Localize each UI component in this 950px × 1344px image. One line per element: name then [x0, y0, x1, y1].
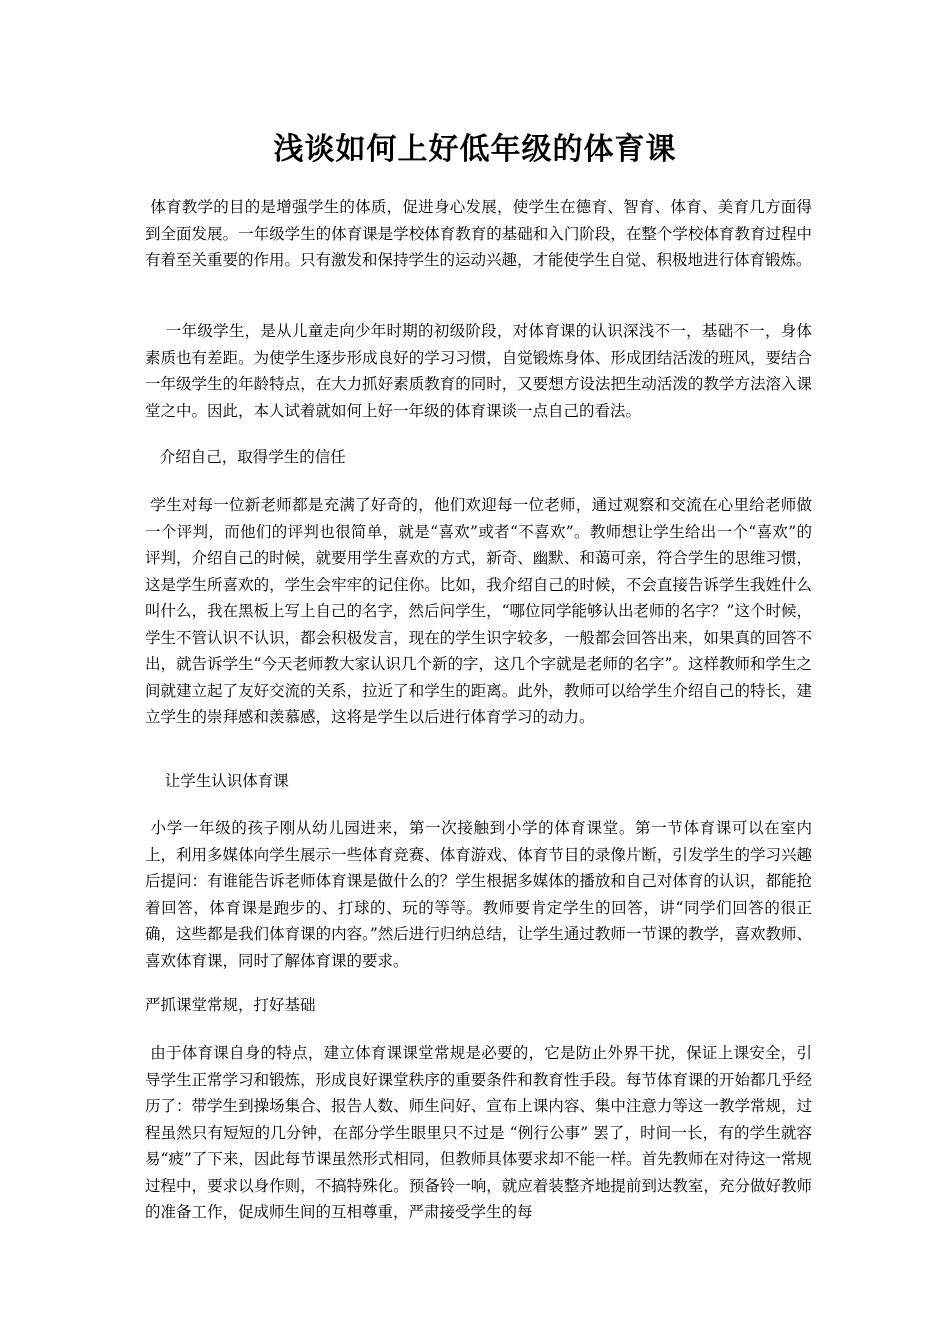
- section-heading-introduce-self: 介绍自己，取得学生的信任: [145, 448, 346, 466]
- section-heading-know-pe-class: 让学生认识体育课: [145, 772, 289, 790]
- paragraph-know-pe-class: 小学一年级的孩子刚从幼儿园进来，第一次接触到小学的体育课堂。第一节体育课可以在室内上，利用多媒体向学生展示一些体育竞赛、体育游戏、体育节目的录像片断，引发学生的学习兴趣后提问：有谁能告诉老师体育课是做什么的？学生根据多媒体的播放和自己对体育的认识，都能抢着回答，体育课是跑步的、打球的、玩的等等。教师要肯定学生的回答，讲“同学们回答的很正确，这些都是我们体育课的内容。”然后进行归纳总结，让学生通过教师一节课的教学，喜欢教师、喜欢体育课，同时了解体育课的要求。: [145, 819, 812, 970]
- paragraph-introduce-self: 学生对每一位新老师都是充满了好奇的，他们欢迎每一位老师，通过观察和交流在心里给老师做一个评判，而他们的评判也很简单，就是“喜欢”或者“不喜欢”。教师想让学生给出一个“喜欢”的评判，介绍自己的时候，就要用学生喜欢的方式，新奇、幽默、和蔼可亲，符合学生的思维习惯，这是学生所喜欢的，学生会牢牢的记住你。比如，我介绍自己的时候，不会直接告诉学生我姓什么叫什么，我在黑板上写上自己的名字，然后问学生，“哪位同学能够认出老师的名字？”这个时候，学生不管认识不认识，都会积极发言，现在的学生识字较多，一般都会回答出来，如果真的回答不出，就告诉学生“今天老师教大家认识几个新的字，这几个字就是老师的名字”。这样教师和学生之间就建立起了友好交流的关系，拉近了和学生的距离。此外，教师可以给学生介绍自己的特长，建立学生的崇拜感和羡慕感，这将是学生以后进行体育学习的动力。: [145, 496, 812, 726]
- paragraph-intro: 体育教学的目的是增强学生的体质，促进身心发展，使学生在德育、智育、体育、美育几方面得到全面发展。一年级学生的体育课是学校体育教育的基础和入门阶段，在整个学校体育教育过程中有着至关重要的作用。只有激发和保持学生的运动兴趣，才能使学生自觉、积极地进行体育锻炼。: [145, 198, 812, 269]
- paragraph-first-grade: 一年级学生，是从儿童走向少年时期的初级阶段，对体育课的认识深浅不一，基础不一，身体素质也有差距。为使学生逐步形成良好的学习习惯，自觉锻炼身体、形成团结活泼的班风，要结合一年级学生的年龄特点，在大力抓好素质教育的同时，又要想方设法把生动活泼的教学方法溶入课堂之中。因此，本人试着就如何上好一年级的体育课谈一点自己的看法。: [145, 322, 812, 420]
- document-title: 浅谈如何上好低年级的体育课: [273, 132, 677, 167]
- paragraph-class-routine: 由于体育课自身的特点，建立体育课课堂常规是必要的，它是防止外界干扰，保证上课安全，引导学生正常学习和锻炼，形成良好课堂秩序的重要条件和教育性手段。每节体育课的开始都几乎经历了：带学生到操场集合、报告人数、师生问好、宣布上课内容、集中注意力等这一教学常规，过程虽然只有短短的几分钟，在部分学生眼里只不过是 “例行公事” 罢了，时间一长，有的学生就容易“疲”了下来，因此每节课虽然形式相同，但教师具体要求却不能一样。首先教师在对待这一常规过程中，要求以身作则，不搞特殊化。预备铃一响，就应着装整齐地提前到达教室，充分做好教师的准备工作，促成师生间的互相尊重，严肃接受学生的每: [145, 1044, 812, 1221]
- section-heading-class-routine: 严抓课堂常规，打好基础: [145, 996, 316, 1014]
